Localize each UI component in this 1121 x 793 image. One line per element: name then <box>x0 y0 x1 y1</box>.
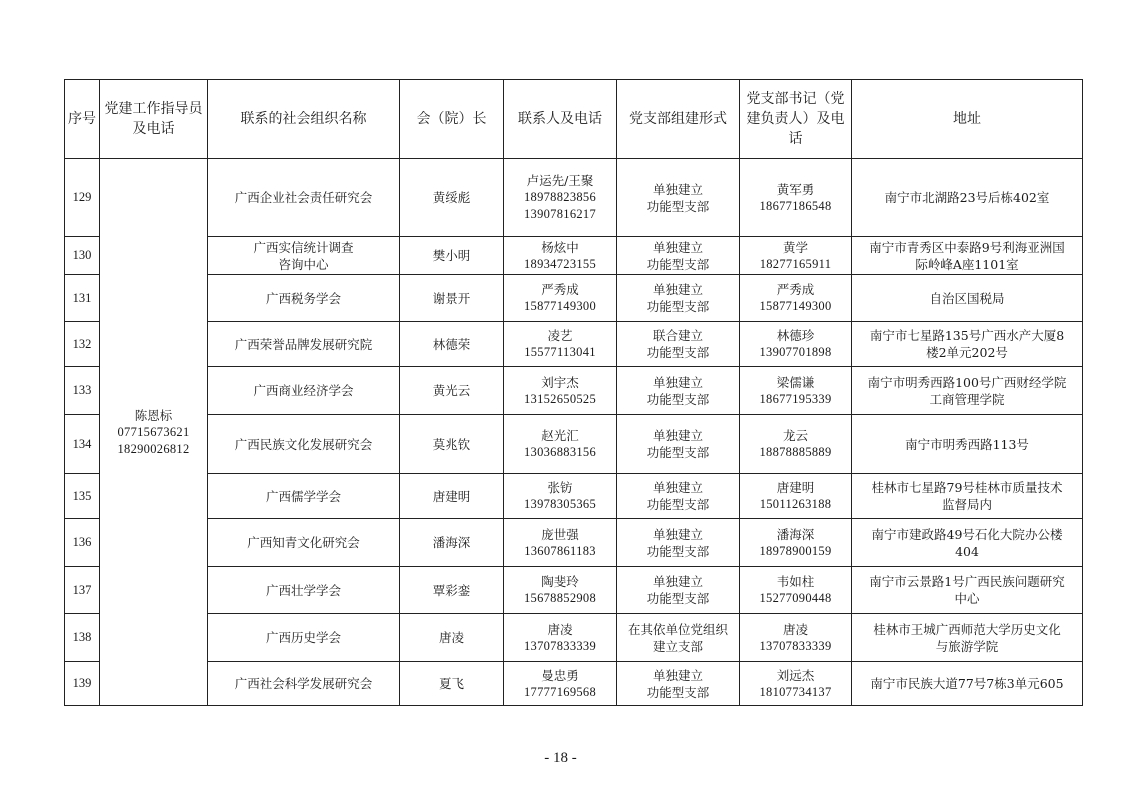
table-row <box>65 662 1083 706</box>
branch-form-line: 单独建立 <box>652 667 703 683</box>
address-cell <box>852 159 1083 237</box>
address-line: 南宁市建政路49号石化大院办公楼 <box>871 526 1063 542</box>
org-name-cell <box>208 275 400 322</box>
branch-form-cell <box>617 474 740 519</box>
address-cell <box>852 322 1083 367</box>
page-number: - 18 - <box>544 750 577 766</box>
header-org: 联系的社会组织名称 <box>208 80 400 159</box>
org-name-cell <box>208 237 400 275</box>
seq-cell: 137 <box>65 567 100 614</box>
table-row <box>65 367 1083 415</box>
secretary-name: 黄军勇 <box>776 181 815 197</box>
secretary-cell <box>740 322 852 367</box>
branch-form-line: 功能型支部 <box>646 445 710 460</box>
org-name-line: 咨询中心 <box>278 256 329 272</box>
secretary-phone: 13707833339 <box>759 638 832 653</box>
branch-form-line: 功能型支部 <box>646 684 710 700</box>
address-line: 南宁市北湖路23号后栋402室 <box>884 190 1050 205</box>
address-cell <box>852 415 1083 474</box>
president-cell: 潘海深 <box>400 519 504 567</box>
secretary-name: 潘海深 <box>776 526 815 542</box>
branch-form-line: 在其依单位党组织 <box>627 621 728 637</box>
president-cell: 莫兆钦 <box>400 415 504 474</box>
contact-phone: 18934723155 <box>523 256 597 271</box>
org-name-cell <box>208 474 400 519</box>
contact-name: 卢运先/王聚 <box>526 173 594 188</box>
branch-form-line: 建立支部 <box>652 638 703 654</box>
president-cell: 黄绥彪 <box>400 159 504 237</box>
seq-cell: 132 <box>65 322 100 367</box>
address-line: 南宁市明秀西路100号广西财经学院 <box>867 374 1067 390</box>
secretary-phone: 18677186548 <box>759 198 832 213</box>
contact-phone: 15678852908 <box>523 591 597 605</box>
address-line: 中心 <box>954 591 980 606</box>
seq-cell: 135 <box>65 474 100 519</box>
address-line: 监督局内 <box>941 497 992 512</box>
address-line: 南宁市青秀区中泰路9号利海亚洲国 <box>869 239 1065 255</box>
branch-form-cell <box>617 614 740 662</box>
contact-cell <box>504 322 617 367</box>
branch-form-cell <box>617 275 740 322</box>
header-secretary: 党支部书记（党建负责人）及电话 <box>740 80 852 159</box>
address-line: 工商管理学院 <box>929 391 1005 407</box>
contact-name: 陶斐玲 <box>541 574 579 589</box>
contact-phone: 17777169568 <box>523 684 597 699</box>
secretary-phone: 18107734137 <box>759 684 832 699</box>
secretary-cell <box>740 237 852 275</box>
secretary-name: 韦如柱 <box>776 574 815 589</box>
contact-phone: 13607861183 <box>524 543 596 558</box>
secretary-cell <box>740 474 852 519</box>
branch-form-line: 单独建立 <box>652 526 703 542</box>
org-name-line: 广西实信统计调查 <box>253 239 354 255</box>
table-row <box>65 415 1083 474</box>
contact-name: 刘宇杰 <box>541 374 579 390</box>
org-name-line: 广西历史学会 <box>265 630 341 645</box>
secretary-phone: 15011263188 <box>759 497 832 511</box>
seq-cell: 133 <box>65 367 100 415</box>
branch-form-cell <box>617 237 740 275</box>
contact-cell <box>504 237 617 275</box>
branch-form-line: 单独建立 <box>652 574 703 589</box>
address-line: 桂林市王城广西师范大学历史文化 <box>873 621 1061 637</box>
table-row <box>65 567 1083 614</box>
president-cell: 樊小明 <box>400 237 504 275</box>
address-cell <box>852 519 1083 567</box>
contact-cell <box>504 519 617 567</box>
header-instructor: 党建工作指导员及电话 <box>100 80 208 159</box>
branch-form-line: 单独建立 <box>652 282 703 297</box>
seq-cell: 136 <box>65 519 100 567</box>
org-name-cell <box>208 159 400 237</box>
secretary-cell <box>740 159 852 237</box>
address-cell <box>852 614 1083 662</box>
seq-cell: 129 <box>65 159 100 237</box>
secretary-name: 黄学 <box>782 239 808 255</box>
contact-cell <box>504 474 617 519</box>
branch-form-line: 功能型支部 <box>646 256 710 272</box>
president-cell: 夏飞 <box>400 662 504 706</box>
secretary-cell <box>740 662 852 706</box>
secretary-cell <box>740 519 852 567</box>
org-name-line: 广西企业社会责任研究会 <box>234 190 373 205</box>
address-line: 与旅游学院 <box>935 638 999 654</box>
contact-name: 严秀成 <box>541 282 579 297</box>
org-name-cell <box>208 367 400 415</box>
instructor-phone: 07715673621 <box>117 424 190 439</box>
contact-phone: 15577113041 <box>524 345 596 359</box>
table-header-row <box>65 80 1083 159</box>
address-line: 南宁市七星路135号广西水产大厦8 <box>869 328 1065 343</box>
president-cell: 林德荣 <box>400 322 504 367</box>
contact-phone: 13707833339 <box>523 638 597 653</box>
secretary-phone: 18277165911 <box>759 256 832 271</box>
branch-form-line: 功能型支部 <box>646 198 710 214</box>
branch-form-cell <box>617 662 740 706</box>
org-name-line: 广西壮学学会 <box>265 582 341 598</box>
org-name-line: 广西税务学会 <box>265 290 341 306</box>
branch-form-line: 单独建立 <box>652 239 703 255</box>
contact-phone: 13907816217 <box>523 207 597 221</box>
president-cell: 唐凌 <box>400 614 504 662</box>
contact-cell <box>504 662 617 706</box>
address-line: 404 <box>955 543 979 559</box>
branch-form-cell <box>617 567 740 614</box>
branch-form-line: 单独建立 <box>652 428 703 443</box>
org-name-cell <box>208 415 400 474</box>
contact-cell <box>504 275 617 322</box>
org-name-cell <box>208 662 400 706</box>
org-name-cell <box>208 567 400 614</box>
contact-cell <box>504 367 617 415</box>
table-row <box>65 322 1083 367</box>
secretary-phone: 15877149300 <box>759 299 832 313</box>
address-line: 南宁市明秀西路113号 <box>905 436 1029 452</box>
table-row <box>65 519 1083 567</box>
table-row <box>65 237 1083 275</box>
seq-cell: 139 <box>65 662 100 706</box>
branch-form-cell <box>617 415 740 474</box>
president-cell: 覃彩銮 <box>400 567 504 614</box>
seq-cell: 131 <box>65 275 100 322</box>
secretary-name: 刘远杰 <box>776 667 815 683</box>
secretary-cell <box>740 567 852 614</box>
header-form: 党支部组建形式 <box>617 80 740 159</box>
header-address: 地址 <box>852 80 1083 159</box>
org-name-cell <box>208 519 400 567</box>
branch-form-line: 单独建立 <box>652 181 703 197</box>
header-contact: 联系人及电话 <box>504 80 617 159</box>
secretary-phone: 13907701898 <box>759 345 832 359</box>
contact-cell <box>504 415 617 474</box>
president-cell: 黄光云 <box>400 367 504 415</box>
secretary-cell <box>740 415 852 474</box>
table-row <box>65 474 1083 519</box>
branch-form-line: 单独建立 <box>652 480 703 495</box>
contact-phone: 15877149300 <box>523 299 597 313</box>
contact-cell <box>504 567 617 614</box>
branch-form-cell <box>617 519 740 567</box>
contact-cell <box>504 614 617 662</box>
address-cell <box>852 567 1083 614</box>
secretary-phone: 15277090448 <box>759 591 832 605</box>
contact-phone: 18978823856 <box>523 190 597 204</box>
secretary-name: 林德珍 <box>776 328 815 343</box>
contact-phone: 13152650525 <box>523 391 597 406</box>
table-row <box>65 614 1083 662</box>
secretary-phone: 18677195339 <box>759 391 832 406</box>
address-cell <box>852 367 1083 415</box>
address-cell <box>852 275 1083 322</box>
org-name-line: 广西知青文化研究会 <box>247 535 360 550</box>
president-cell: 唐建明 <box>400 474 504 519</box>
address-cell <box>852 662 1083 706</box>
org-name-line: 广西社会科学发展研究会 <box>234 676 373 691</box>
header-president: 会（院）长 <box>400 80 504 159</box>
table-row <box>65 275 1083 322</box>
instructor-name: 陈恩标 <box>134 407 173 423</box>
org-name-line: 广西商业经济学会 <box>253 383 354 398</box>
address-line: 桂林市七星路79号桂林市质量技术 <box>871 480 1063 495</box>
secretary-phone: 18878885889 <box>759 445 832 459</box>
address-line: 际岭峰A座1101室 <box>915 256 1019 272</box>
contact-phone: 13978305365 <box>523 497 597 511</box>
instructor-phone: 18290026812 <box>117 441 190 456</box>
branch-form-cell <box>617 159 740 237</box>
branch-form-line: 功能型支部 <box>646 497 710 512</box>
contact-name: 庞世强 <box>541 526 579 542</box>
branch-form-line: 单独建立 <box>652 374 703 390</box>
secretary-name: 唐凌 <box>782 621 808 637</box>
contact-table <box>64 79 1083 706</box>
secretary-name: 龙云 <box>782 428 808 443</box>
secretary-name: 梁儒谦 <box>776 374 815 390</box>
secretary-name: 唐建明 <box>776 480 815 495</box>
org-name-cell <box>208 322 400 367</box>
secretary-phone: 18978900159 <box>759 543 832 558</box>
org-name-line: 广西民族文化发展研究会 <box>234 436 373 452</box>
secretary-cell <box>740 614 852 662</box>
org-name-cell <box>208 614 400 662</box>
address-line: 楼2单元202号 <box>926 345 1008 360</box>
address-line: 南宁市云景路1号广西民族问题研究 <box>869 574 1065 589</box>
president-cell: 谢景开 <box>400 275 504 322</box>
seq-cell: 138 <box>65 614 100 662</box>
org-name-line: 广西荣誉品牌发展研究院 <box>234 336 373 352</box>
branch-form-line: 联合建立 <box>652 328 703 343</box>
instructor-cell <box>100 159 208 706</box>
contact-name: 唐凌 <box>547 621 573 637</box>
header-seq: 序号 <box>65 80 100 159</box>
branch-form-line: 功能型支部 <box>646 345 710 360</box>
contact-name: 赵光汇 <box>541 428 579 443</box>
org-name-line: 广西儒学学会 <box>265 488 341 504</box>
contact-name: 杨炫中 <box>541 239 579 255</box>
address-line: 南宁市民族大道77号7栋3单元605 <box>870 676 1064 691</box>
contact-name: 曼忠勇 <box>541 667 579 683</box>
table-row <box>65 159 1083 237</box>
address-line: 自治区国税局 <box>929 290 1005 306</box>
secretary-cell <box>740 367 852 415</box>
contact-cell <box>504 159 617 237</box>
branch-form-line: 功能型支部 <box>646 391 710 407</box>
branch-form-cell <box>617 322 740 367</box>
address-cell <box>852 474 1083 519</box>
seq-cell: 134 <box>65 415 100 474</box>
table-body <box>65 159 1083 706</box>
branch-form-cell <box>617 367 740 415</box>
seq-cell: 130 <box>65 237 100 275</box>
contact-name: 凌艺 <box>547 328 573 343</box>
contact-name: 张钫 <box>547 480 573 495</box>
branch-form-line: 功能型支部 <box>646 299 710 314</box>
address-cell <box>852 237 1083 275</box>
branch-form-line: 功能型支部 <box>646 591 710 606</box>
secretary-name: 严秀成 <box>776 282 815 297</box>
branch-form-line: 功能型支部 <box>646 543 710 559</box>
secretary-cell <box>740 275 852 322</box>
contact-phone: 13036883156 <box>523 445 597 459</box>
